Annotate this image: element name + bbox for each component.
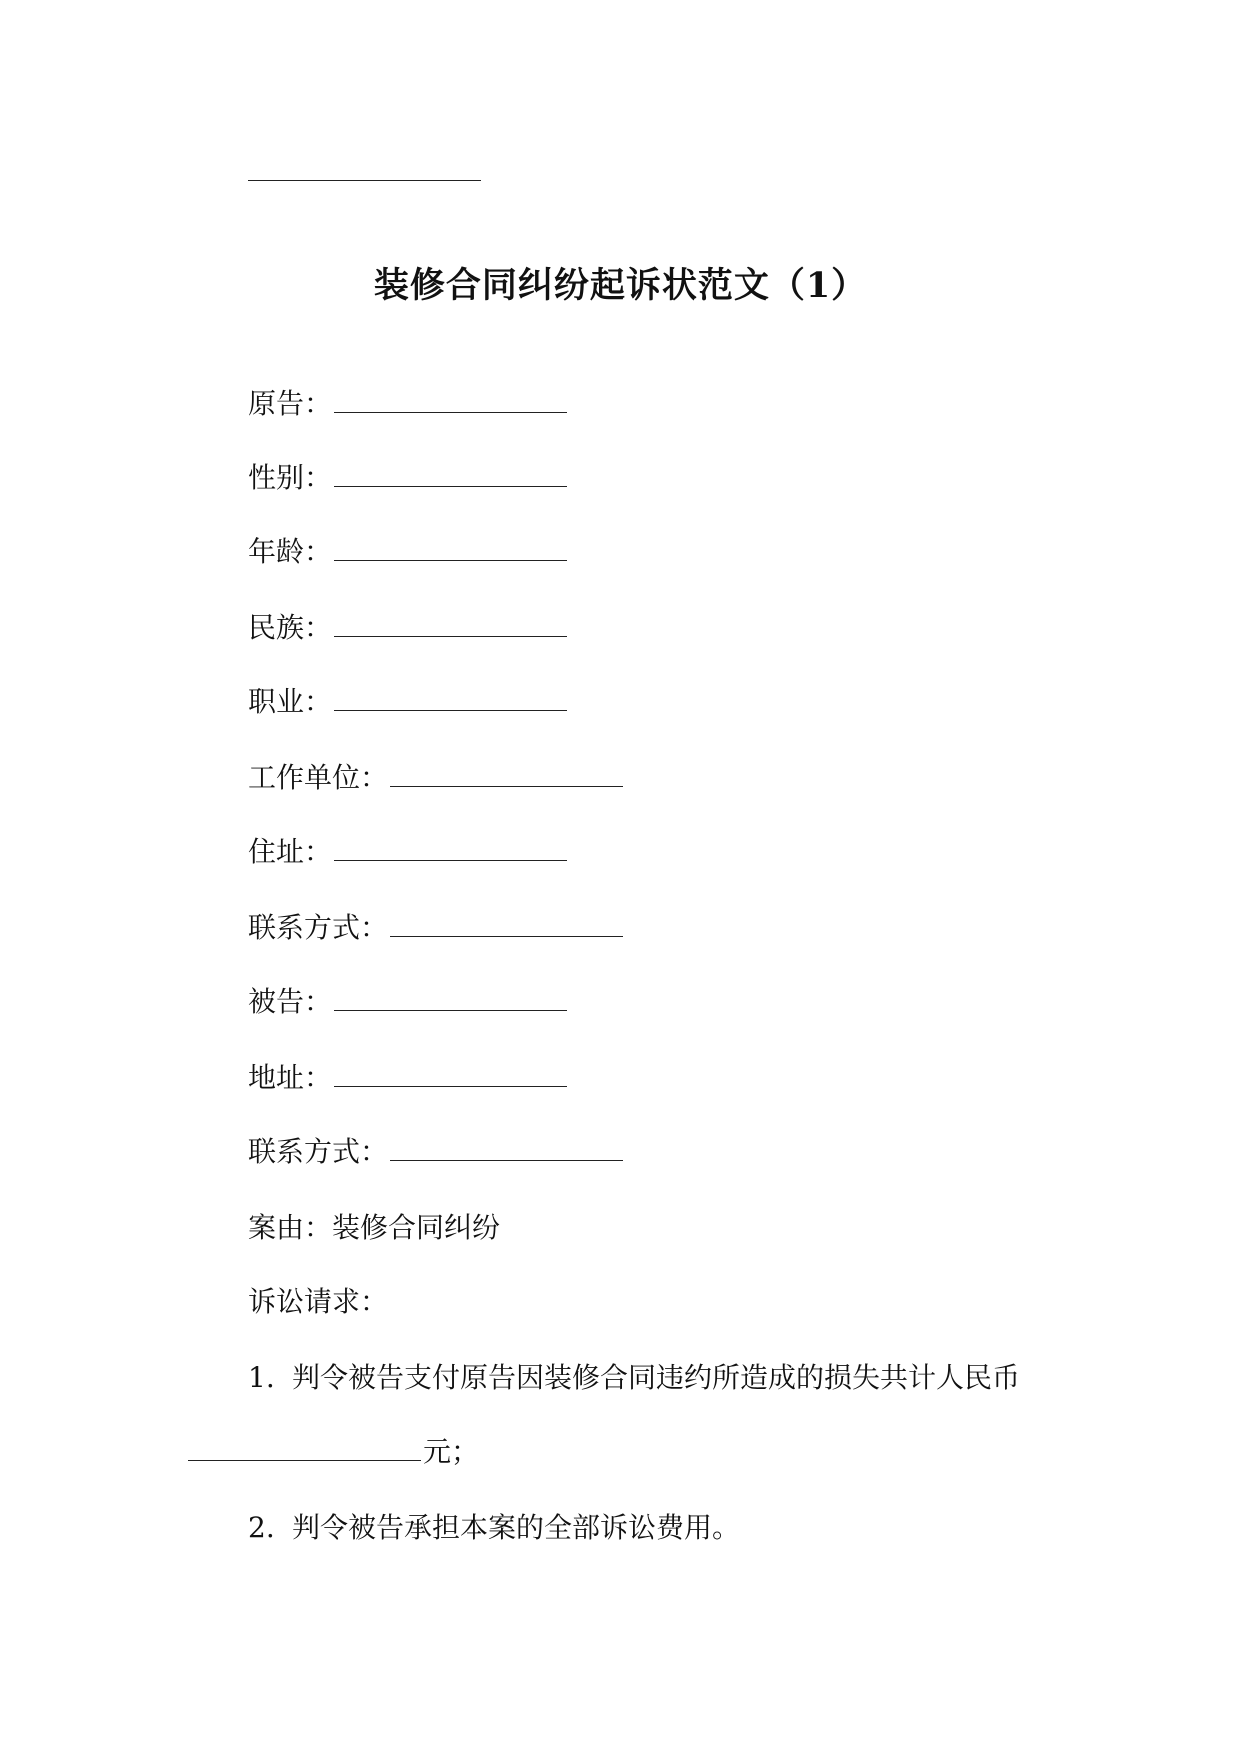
field-label: 住址： xyxy=(248,835,333,868)
claim-item-2 xyxy=(248,1508,740,1548)
top-rule xyxy=(248,180,481,181)
blank-line xyxy=(334,1062,567,1087)
blank-line xyxy=(334,462,567,487)
blank-line xyxy=(334,836,567,861)
field-label: 民族： xyxy=(248,611,333,644)
field-residence xyxy=(248,832,567,872)
blank-line xyxy=(334,686,567,711)
field-address xyxy=(248,1058,567,1098)
blank-line xyxy=(334,536,567,561)
claims-heading: 诉讼请求： xyxy=(248,1285,389,1318)
blank-line xyxy=(334,612,567,637)
claim-number: 1. xyxy=(248,1361,275,1394)
field-plaintiff xyxy=(248,384,567,424)
blank-line xyxy=(390,762,623,787)
case-cause: 案由：装修合同纠纷 xyxy=(248,1211,501,1244)
field-label: 地址： xyxy=(248,1061,333,1094)
field-label: 年龄： xyxy=(248,535,333,568)
field-label: 职业： xyxy=(248,685,333,718)
blank-line xyxy=(188,1436,421,1461)
claim-number: 2. xyxy=(248,1511,275,1544)
claim-text: 判令被告支付原告因装修合同违约所造成的损失共计人民币 xyxy=(292,1361,1021,1394)
field-defendant-contact xyxy=(248,1132,623,1172)
document-title: 装修合同纠纷起诉状范文（1） xyxy=(373,265,868,306)
blank-line xyxy=(334,388,567,413)
field-label: 被告： xyxy=(248,985,333,1018)
field-defendant xyxy=(248,982,567,1022)
field-label: 联系方式： xyxy=(248,911,389,944)
field-label: 工作单位： xyxy=(248,761,389,794)
field-employer xyxy=(248,758,623,798)
blank-line xyxy=(390,912,623,937)
blank-line xyxy=(390,1136,623,1161)
field-gender xyxy=(248,458,567,498)
claim-item-1-continuation xyxy=(188,1432,479,1472)
blank-line xyxy=(334,986,567,1011)
field-ethnicity xyxy=(248,608,567,648)
field-label: 性别： xyxy=(248,461,333,494)
field-plaintiff-contact xyxy=(248,908,623,948)
claim-text: 判令被告承担本案的全部诉讼费用。 xyxy=(292,1511,741,1544)
field-age xyxy=(248,532,567,572)
field-label: 原告： xyxy=(248,387,333,420)
claim-continuation-text: 元； xyxy=(423,1435,480,1468)
field-occupation xyxy=(248,682,567,722)
field-label: 联系方式： xyxy=(248,1135,389,1168)
claim-item-1 xyxy=(248,1358,1020,1398)
